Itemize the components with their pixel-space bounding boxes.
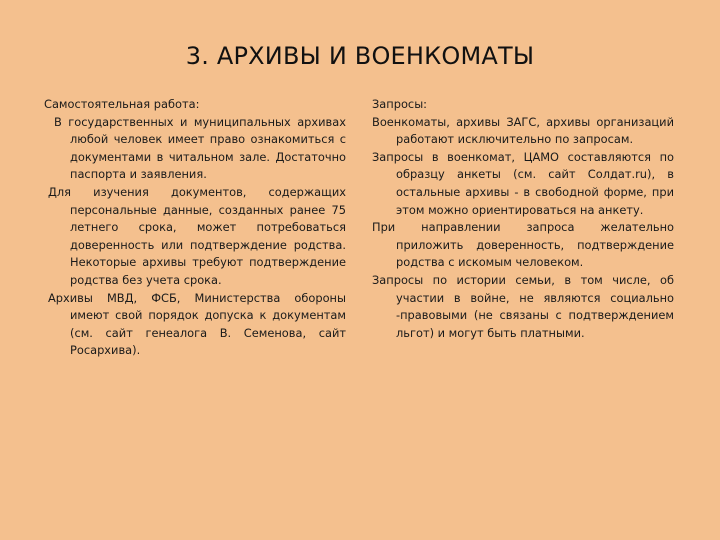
left-column (44, 96, 346, 360)
right-column-heading: Запросы: (372, 97, 428, 111)
right-paragraph-3: При направлении запроса желательно приложить доверенность, подтверждение родства с искомым человеком. (372, 220, 674, 270)
right-paragraph-2: Запросы в военкомат, ЦАМО составляются по образцу анкеты (см. сайт Солдат.ru), в остальные архивы - в свободной форме, при этом можно ориентироваться на анкету. (372, 149, 674, 217)
right-column (372, 96, 674, 342)
slide-title: 3. АРХИВЫ И ВОЕНКОМАТЫ (185, 42, 535, 70)
right-paragraph-1: Военкоматы, архивы ЗАГС, архивы организаций работают исключительно по запросам. (372, 114, 674, 147)
left-paragraph-1: В государственных и муниципальных архивах любой человек имеет право ознакомиться с документами в читальном зале. Достаточно паспорта и заявления. (54, 114, 346, 182)
left-column-heading: Самостоятельная работа: (44, 97, 200, 111)
right-paragraph-4: Запросы по истории семьи, в том числе, об участии в войне, не являются социально -правовыми (не связаны с подтверждением льгот) и могут быть платными. (372, 272, 674, 340)
left-paragraph-2: Для изучения документов, содержащих персональные данные, созданных ранее 75 летнего срока, может потребоваться доверенность или подтверждение родства. Некоторые архивы требуют подтверждение родства без учета срока. (48, 184, 346, 287)
left-paragraph-3: Архивы МВД, ФСБ, Министерства обороны имеют свой порядок допуска к документам (см. сайт генеалога В. Семенова, сайт Росархива). (48, 290, 346, 358)
